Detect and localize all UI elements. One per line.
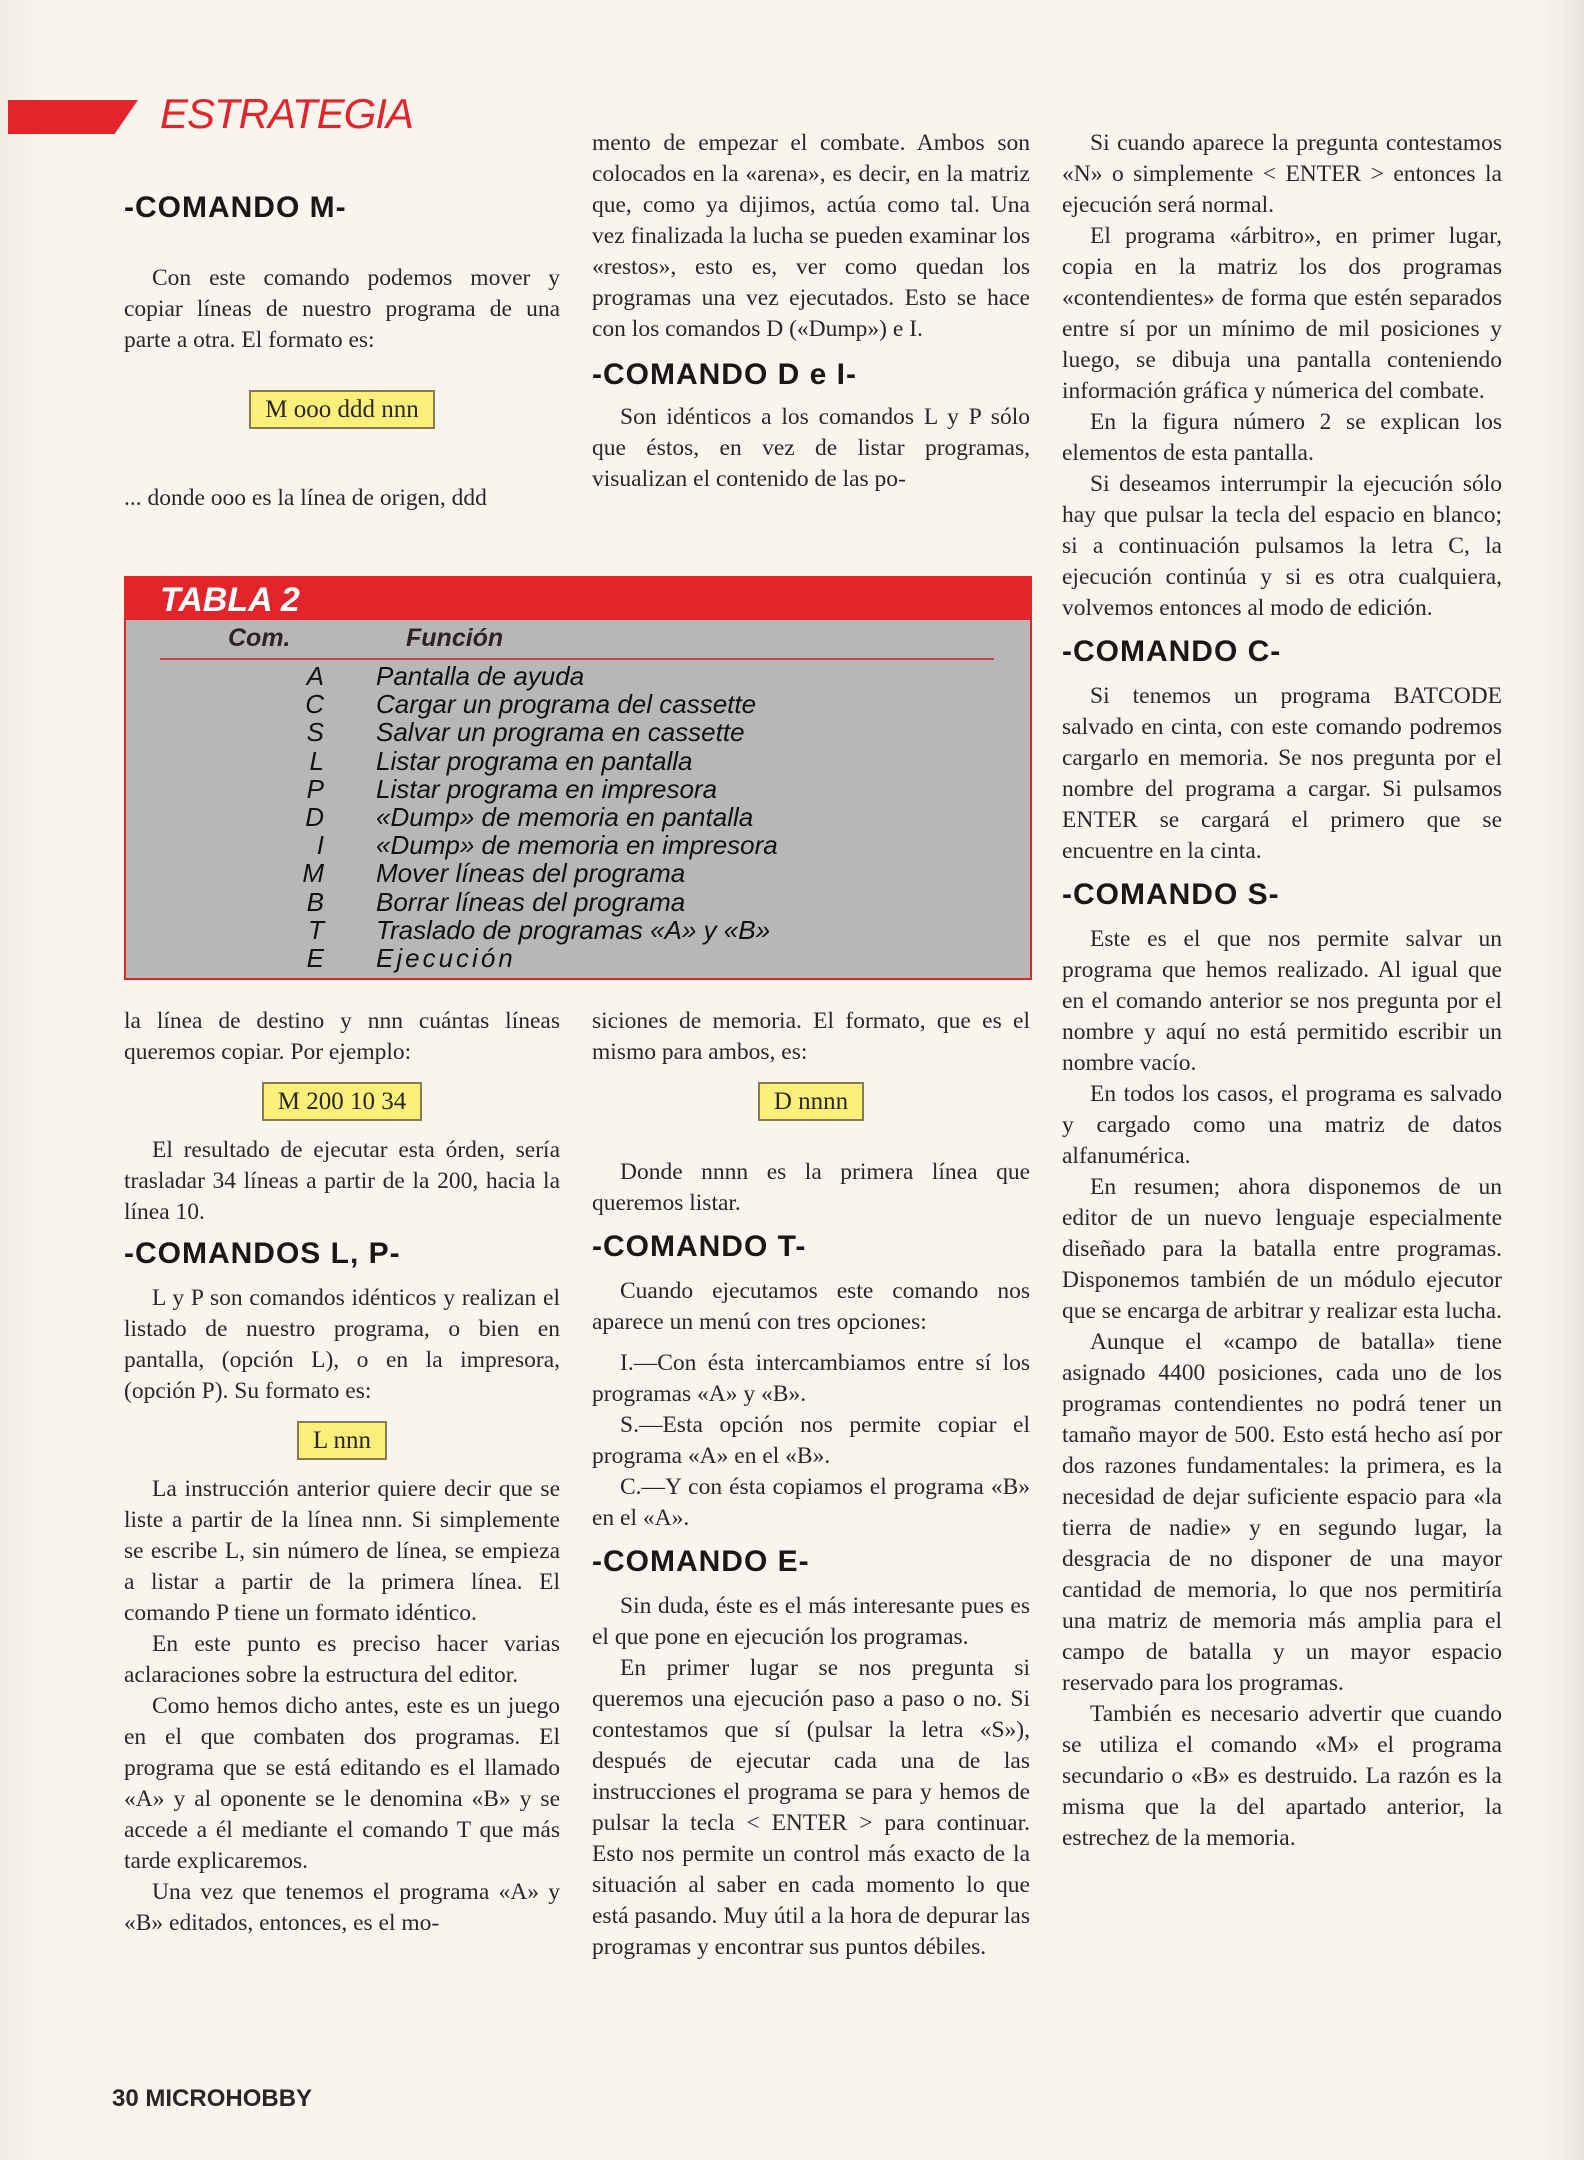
table-row (126, 775, 1030, 803)
table-row (126, 718, 1030, 746)
paragraph: L y P son comandos idénticos y realizan el listado de nuestro programa, o bien en pantalla, (opción L), o en la impresora, (opción P). Su formato es: (124, 1285, 560, 1404)
paragraph: C.—Y con ésta copiamos el programa «B» en el «A». (592, 1474, 1030, 1531)
column-header-funcion: Función (406, 624, 504, 652)
table-cell-funcion: Traslado de programas «A» y «B» (376, 914, 771, 945)
paragraph: También es necesario advertir que cuando se utiliza el comando «M» el programa secundario o «B» es destruido. La razón es la misma que la del apartado anterior, la estrechez de la memoria. (1062, 1701, 1502, 1851)
column-1-top (124, 192, 560, 514)
paragraph: En este punto es preciso hacer varias aclaraciones sobre la estructura del editor. (124, 1631, 560, 1688)
column-1-bottom (124, 1006, 560, 1939)
table-cell-com: M (302, 858, 324, 889)
table-divider (160, 658, 994, 660)
table-cell-com: T (308, 914, 324, 945)
paragraph: ... donde ooo es la línea de origen, ddd (124, 485, 487, 511)
column-3 (1062, 128, 1502, 1854)
column-2-top (592, 128, 1030, 495)
table-cell-funcion: Mover líneas del programa (376, 858, 686, 889)
table-cell-funcion: Cargar un programa del cassette (376, 689, 757, 720)
paragraph: En primer lugar se nos pregunta si queremos una ejecución paso a paso o no. Si contestamos que sí (pulsar la letra «S»), después de ejecutar cada una de las instrucciones el programa se para y hemos de pulsar la tecla < ENTER > para continuar. Esto nos permite un control más exacto de la situación al saber en cada momento lo que está pasando. Muy útil a la hora de depurar las programas y encontrar sus puntos débiles. (592, 1655, 1030, 1960)
code-example: M ooo ddd nnn (249, 390, 434, 429)
heading-comando-m: -COMANDO M- (124, 191, 347, 224)
paragraph: Si deseamos interrumpir la ejecución sólo hay que pulsar la tecla del espacio en blanco; si a continuación pulsamos la letra C, la ejecución continúa y si es otra cualquiera, volvemos entonces al modo de edición. (1062, 471, 1502, 621)
paragraph: Son idénticos a los comandos L y P sólo que éstos, en vez de listar programas, visualizan el contenido de las po- (592, 404, 1030, 492)
paragraph: En resumen; ahora disponemos de un editor de un nuevo lenguaje especialmente diseñado para la batalla entre programas. Disponemos también de un módulo ejecutor que se encarga de arbitrar y realizar esta lucha. (1062, 1174, 1502, 1324)
code-example: D nnnn (758, 1082, 864, 1121)
table-cell-com: S (306, 717, 324, 748)
table-cell-com: E (306, 942, 324, 973)
table-cell-com: L (309, 745, 324, 776)
paragraph: Si cuando aparece la pregunta contestamos «N» o simplemente < ENTER > entonces la ejecución será normal. (1062, 130, 1502, 218)
table-cell-funcion: Pantalla de ayuda (376, 661, 585, 691)
table-row (126, 944, 1030, 972)
table-cell-com: A (306, 661, 324, 691)
table-cell-com: P (306, 773, 324, 804)
paragraph: Cuando ejecutamos este comando nos aparece un menú con tres opciones: (592, 1278, 1030, 1335)
table-row (126, 747, 1030, 775)
table-cell-funcion: Ejecución (376, 942, 516, 973)
table-row (126, 916, 1030, 944)
paragraph: En la figura número 2 se explican los elementos de esta pantalla. (1062, 409, 1502, 466)
paragraph: Si tenemos un programa BATCODE salvado en cinta, con este comando podremos cargarlo en memoria. Se nos pregunta por el nombre del programa a cargar. Si pulsamos ENTER se cargará el primero que se encuentre en la cinta. (1062, 683, 1502, 864)
heading-comando-s: -COMANDO S- (1062, 878, 1280, 911)
table-row (126, 831, 1030, 859)
table-row (126, 662, 1030, 690)
code-example: L nnn (297, 1421, 387, 1460)
table-row (126, 859, 1030, 887)
column-header-com: Com. (228, 624, 291, 652)
code-example: M 200 10 34 (262, 1082, 422, 1121)
table-row (126, 888, 1030, 916)
table-row (126, 803, 1030, 831)
section-title: ESTRATEGIA (160, 90, 413, 137)
paragraph: Donde nnnn es la primera línea que queremos listar. (592, 1159, 1030, 1216)
table-cell-com: C (305, 689, 324, 720)
table-cell-com: I (316, 830, 324, 861)
paragraph: siciones de memoria. El formato, que es el mismo para ambos, es: (592, 1008, 1030, 1065)
heading-comandos-l-p: -COMANDOS L, P- (124, 1237, 401, 1270)
table-cell-funcion: «Dump» de memoria en impresora (376, 830, 778, 861)
paragraph: I.—Con ésta intercambiamos entre sí los programas «A» y «B». (592, 1350, 1030, 1407)
paragraph: Con este comando podemos mover y copiar líneas de nuestro programa de una parte a otra. El formato es: (124, 265, 560, 353)
paragraph: Aunque el «campo de batalla» tiene asignado 4400 posiciones, cada uno de los programas contendientes no podrá tener un tamaño mayor de 500. Esto está hecho así por dos razones fundamentales: la primera, es la necesidad de dejar suficiente espacio para «la tierra de nadie» y en segundo lugar, la desgracia de no disponer de una mayor cantidad de memoria, lo que nos permitiría una matriz de memoria más amplia para el campo de batalla y un mayor espacio reservado para los programas. (1062, 1329, 1502, 1696)
paragraph: El programa «árbitro», en primer lugar, copia en la matriz los dos programas «contendientes» de forma que estén separados entre sí por un mínimo de mil posiciones y luego, se dibuja una pantalla conteniendo información gráfica y númerica del combate. (1062, 223, 1502, 404)
paragraph: Sin duda, éste es el más interesante pues es el que pone en ejecución los programas. (592, 1593, 1030, 1650)
table-cell-funcion: Salvar un programa en cassette (376, 717, 745, 748)
heading-comando-c: -COMANDO C- (1062, 635, 1282, 668)
table-cell-funcion: «Dump» de memoria en pantalla (376, 801, 754, 832)
paragraph: La instrucción anterior quiere decir que se liste a partir de la línea nnn. Si simplemente se escribe L, sin número de línea, se empieza a listar a partir de la primera línea. El comando P tiene un formato idéntico. (124, 1476, 560, 1626)
heading-comando-t: -COMANDO T- (592, 1230, 807, 1263)
table-cell-com: B (306, 886, 324, 917)
table-body (126, 662, 1030, 972)
paragraph: S.—Esta opción nos permite copiar el programa «A» en el «B». (592, 1412, 1030, 1469)
heading-comando-d-i: -COMANDO D e I- (592, 358, 857, 391)
paragraph: Como hemos dicho antes, este es un juego en el que combaten dos programas. El programa que se está editando es el llamado «A» y al oponente se le denomina «B» y se accede a él mediante el comando T que más tarde explicaremos. (124, 1693, 560, 1874)
column-2-bottom (592, 1006, 1030, 1963)
table-cell-funcion: Listar programa en impresora (376, 773, 718, 804)
paragraph: la línea de destino y nnn cuántas líneas queremos copiar. Por ejemplo: (124, 1008, 560, 1065)
paragraph: mento de empezar el combate. Ambos son colocados en la «arena», es decir, en la matriz que, como ya dijimos, actúa como tal. Una vez finalizada la lucha se pueden examinar los «restos», esto es, ver como quedan los programas una vez ejecutados. Esto se hace con los comandos D («Dump») e I. (592, 130, 1030, 342)
paragraph: El resultado de ejecutar esta órden, sería trasladar 34 líneas a partir de la 200, hacia la línea 10. (124, 1137, 560, 1225)
paragraph: Este es el que nos permite salvar un programa que hemos realizado. Al igual que en el comando anterior se nos pregunta por el nombre y aquí no está permitido escribir un nombre vacío. (1062, 926, 1502, 1076)
table-cell-com: D (305, 801, 324, 832)
page-footer: 30 MICROHOBBY (112, 2085, 313, 2112)
table-cell-funcion: Listar programa en pantalla (376, 745, 693, 776)
table-row (126, 690, 1030, 718)
tabla-2 (124, 576, 1032, 980)
paragraph: Una vez que tenemos el programa «A» y «B» editados, entonces, es el mo- (124, 1879, 560, 1936)
paragraph: En todos los casos, el programa es salvado y cargado como una matriz de datos alfanumérica. (1062, 1081, 1502, 1169)
table-title: TABLA 2 (126, 578, 1030, 620)
table-cell-funcion: Borrar líneas del programa (376, 886, 686, 917)
heading-comando-e: -COMANDO E- (592, 1545, 810, 1578)
